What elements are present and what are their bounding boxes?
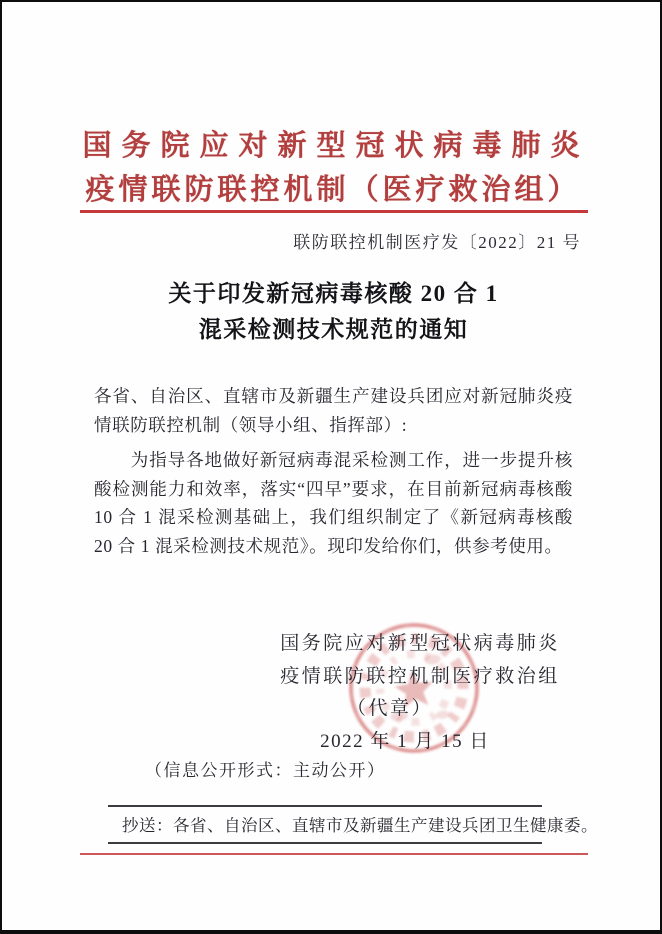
letterhead-red-rule	[80, 210, 588, 213]
signature-block	[242, 628, 598, 758]
document-title-line-1: 关于印发新冠病毒核酸 20 合 1	[168, 281, 499, 306]
signature-date: 2022 年 1 月 15 日	[320, 730, 490, 752]
letterhead	[2, 124, 660, 212]
signature-org-line-1: 国务院应对新型冠状病毒肺炎	[280, 633, 560, 654]
document-title-line-2: 混采检测技术规范的通知	[198, 317, 469, 342]
cc-distribution-text: 抄送：各省、自治区、直辖市及新疆生产建设兵团卫生健康委。	[122, 816, 598, 835]
disclosure-line: （信息公开形式：主动公开）	[145, 761, 386, 780]
bottom-red-rule	[80, 853, 588, 855]
addressee-line: 各省、自治区、直辖市及新疆生产建设兵团应对新冠肺炎疫情联防联控机制（领导小组、指挥部）:	[94, 386, 573, 435]
letterhead-line-2: 疫情联防联控机制（医疗救治组）	[85, 174, 581, 206]
document-title	[94, 276, 573, 348]
cc-distribution-box	[108, 805, 598, 844]
body-paragraph: 为指导各地做好新冠病毒混采检测工作，进一步提升核酸检测能力和效率，落实“四早”要求，在目前新冠病毒核酸 10 合 1 混采检测基础上，我们组织制定了《新冠病毒核酸 20 合 1 混采检测技术规范》。现印发给你们，供参考使用。	[94, 450, 573, 556]
signature-org-line-2: 疫情联防联控机制医疗救治组	[280, 665, 560, 687]
seal-note: （代章）	[346, 698, 433, 719]
document-body	[94, 382, 573, 560]
document-number: 联防联控机制医疗发〔2022〕21 号	[293, 233, 581, 252]
letterhead-line-1: 国务院应对新型冠状病毒肺炎	[82, 130, 590, 162]
